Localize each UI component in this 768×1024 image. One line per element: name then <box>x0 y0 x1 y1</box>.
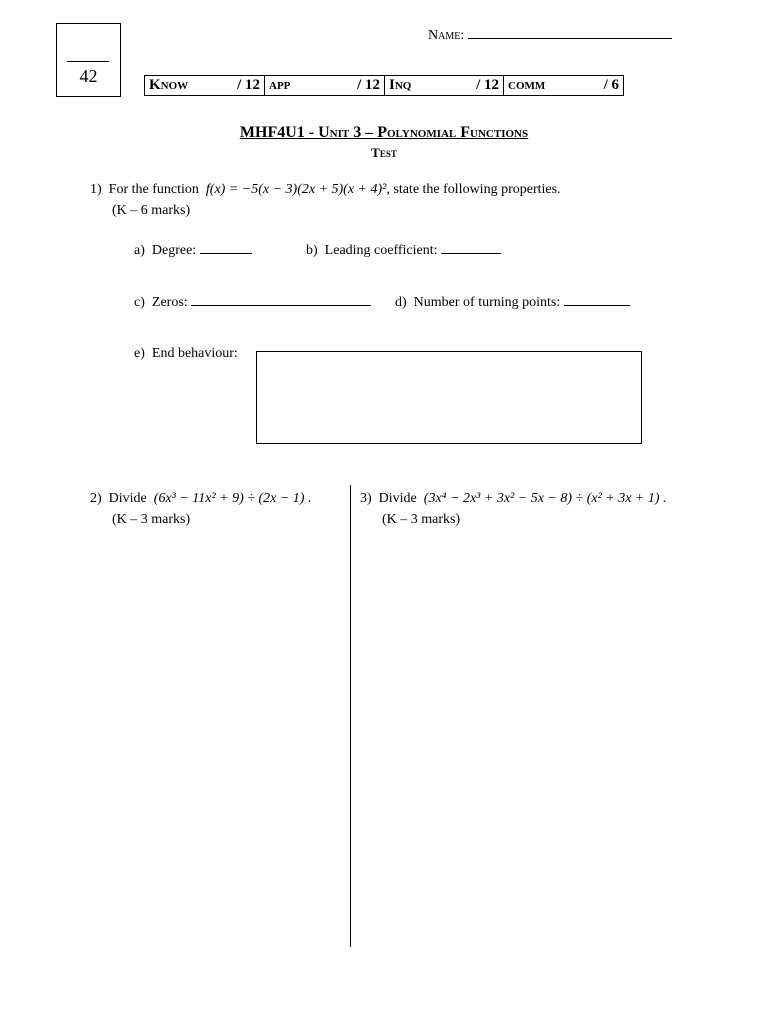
name-field[interactable] <box>468 25 672 39</box>
q1c-label: c) <box>134 295 145 310</box>
unit-label: Unit 3 <box>318 124 362 141</box>
q2-number: 2) <box>90 491 102 506</box>
q2-text: Divide <box>108 491 147 506</box>
q2-expression: (6x³ − 11x² + 9) ÷ (2x − 1) . <box>153 491 312 506</box>
q1d-text: Number of turning points: <box>413 295 561 310</box>
q1d-label: d) <box>395 295 407 310</box>
title-sep-2: – <box>361 124 378 141</box>
category-inq <box>385 76 504 96</box>
name-row <box>428 25 672 44</box>
score-blank-line <box>67 61 109 62</box>
q1d <box>395 292 630 311</box>
category-max: / 12 <box>237 77 260 93</box>
q1-function: f(x) = −5(x − 3)(2x + 5)(x + 4)² <box>205 182 387 197</box>
column-divider <box>350 485 351 947</box>
category-max: / 6 <box>603 77 619 93</box>
category-know <box>145 76 265 96</box>
q1a-text: Degree: <box>151 243 197 258</box>
q1a-label: a) <box>134 243 145 258</box>
q1e-text: End behaviour: <box>151 346 238 361</box>
score-box <box>56 23 121 97</box>
category-max: / 12 <box>357 77 380 93</box>
q1e-label: e) <box>134 346 145 361</box>
name-label: Name: <box>428 28 465 43</box>
q3-expression: (3x⁴ − 2x³ + 3x² − 5x − 8) ÷ (x² + 3x + 1) . <box>423 491 667 506</box>
topic-label: Polynomial Functions <box>377 124 529 141</box>
q1e <box>134 346 238 362</box>
q1-marks: (K – 6 marks) <box>112 203 191 218</box>
page-title <box>0 124 768 142</box>
q1c <box>134 292 371 311</box>
q1a <box>134 240 252 259</box>
end-behaviour-answer-box[interactable] <box>256 351 642 444</box>
q3-work-area[interactable] <box>360 540 740 940</box>
page-subtitle: Test <box>371 145 397 160</box>
q3-prompt <box>360 491 760 507</box>
category-comm <box>504 76 624 96</box>
q3-marks: (K – 3 marks) <box>382 512 461 527</box>
q1b-label: b) <box>306 243 318 258</box>
category-label: app <box>269 77 291 93</box>
q2-work-area[interactable] <box>90 540 345 940</box>
category-label: Know <box>149 77 189 93</box>
q1b-text: Leading coefficient: <box>324 243 438 258</box>
category-label: comm <box>508 77 546 93</box>
q2-prompt <box>90 491 311 507</box>
q3-number: 3) <box>360 491 372 506</box>
degree-answer-field[interactable] <box>200 240 252 254</box>
q1-number: 1) <box>90 182 102 197</box>
course-code: MHF4U1 <box>239 124 305 141</box>
q1-text-before: For the function <box>108 182 199 197</box>
score-total: 42 <box>79 66 98 86</box>
q1-prompt <box>90 182 561 198</box>
title-sep-1: - <box>304 124 319 141</box>
q1c-text: Zeros: <box>151 295 188 310</box>
category-app <box>265 76 385 96</box>
q2-marks: (K – 3 marks) <box>112 512 191 527</box>
category-marks-table <box>144 75 624 96</box>
zeros-answer-field[interactable] <box>191 292 371 306</box>
q1-text-after: , state the following properties. <box>386 182 561 197</box>
q3-text: Divide <box>378 491 417 506</box>
category-label: Inq <box>389 77 412 93</box>
turning-points-answer-field[interactable] <box>564 292 630 306</box>
category-max: / 12 <box>476 77 499 93</box>
q1b <box>306 240 501 259</box>
leading-coefficient-answer-field[interactable] <box>441 240 501 254</box>
